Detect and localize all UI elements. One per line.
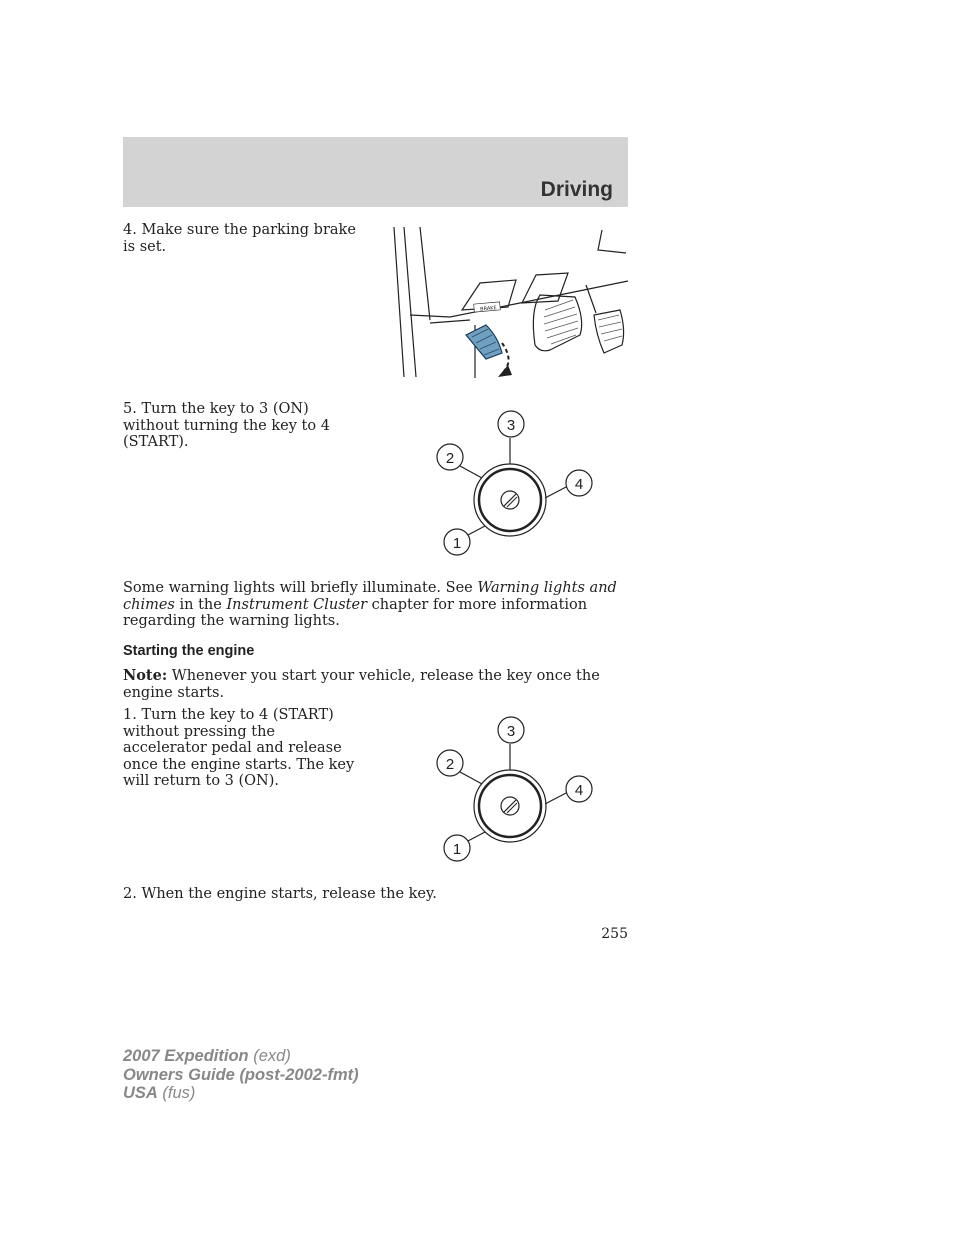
ignition-diagram bbox=[430, 714, 600, 864]
ignition-position-2: 2 bbox=[445, 450, 455, 467]
warning-text-part: chapter for more information regarding the warning lights. bbox=[123, 596, 588, 629]
footer-line-3 bbox=[123, 1084, 359, 1103]
footer-model-code: (exd) bbox=[248, 1047, 291, 1065]
note-paragraph bbox=[123, 668, 628, 701]
footer-market-code: (fus) bbox=[157, 1084, 196, 1102]
ignition-position-1: 1 bbox=[452, 535, 462, 552]
parking-brake-pedal bbox=[466, 325, 502, 359]
ignition-position-2: 2 bbox=[445, 756, 455, 773]
section-title: Driving bbox=[540, 178, 613, 201]
document-footer bbox=[123, 1047, 359, 1103]
footer-line-1 bbox=[123, 1047, 359, 1066]
footer-market: USA bbox=[123, 1084, 158, 1102]
warning-text-part: in the bbox=[174, 596, 227, 613]
page-number: 255 bbox=[601, 926, 628, 942]
starting-engine-heading: Starting the engine bbox=[123, 643, 255, 659]
warning-text-part: Some warning lights will briefly illuminate. See bbox=[123, 580, 478, 596]
step-5-text: 5. Turn the key to 3 (ON) without turning the key to 4 (START). bbox=[123, 401, 330, 450]
brake-label: BRAKE bbox=[479, 305, 497, 313]
step-2-text: 2. When the engine starts, release the key. bbox=[123, 886, 437, 902]
note-label: Note: bbox=[123, 667, 168, 684]
footer-guide: Owners Guide (post-2002-fmt) bbox=[123, 1065, 359, 1084]
ignition-position-4: 4 bbox=[574, 782, 584, 799]
footer-line-2 bbox=[123, 1066, 359, 1085]
footer-model: 2007 Expedition bbox=[123, 1047, 249, 1065]
step-1-text: 1. Turn the key to 4 (START) without pressing the accelerator pedal and release once the engine starts. The key will return to 3 (ON). bbox=[123, 707, 355, 789]
ignition-position-3: 3 bbox=[506, 723, 516, 740]
ignition-position-3: 3 bbox=[506, 417, 516, 434]
ignition-diagram bbox=[430, 408, 600, 558]
instrument-cluster-reference: Instrument Cluster bbox=[226, 596, 367, 613]
step-4-text: 4. Make sure the parking brake is set. bbox=[123, 222, 356, 255]
note-text: Whenever you start your vehicle, release the key once the engine starts. bbox=[123, 668, 600, 701]
ignition-position-1: 1 bbox=[452, 841, 462, 858]
parking-brake-illustration bbox=[390, 225, 630, 383]
warning-lights-reference: Warning lights and chimes bbox=[123, 580, 617, 613]
ignition-position-4: 4 bbox=[574, 476, 584, 493]
header-band bbox=[123, 137, 628, 207]
warning-lights-paragraph bbox=[123, 580, 628, 630]
